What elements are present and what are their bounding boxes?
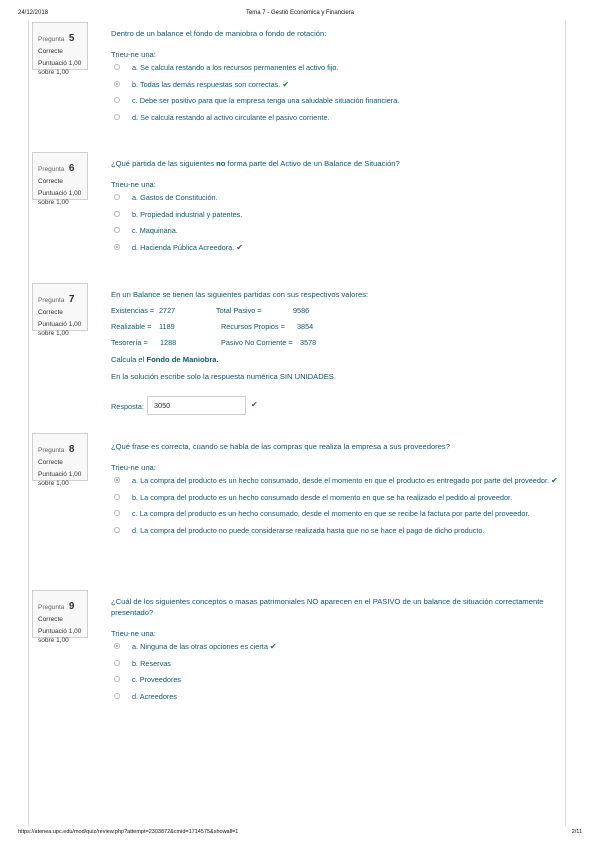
radio-button[interactable] <box>114 114 120 120</box>
grade-line: sobre 1,00 <box>38 480 69 487</box>
question-content <box>111 158 561 259</box>
answer-prompt: Trieu-ne una: <box>111 629 156 638</box>
option-label: d. Se calcula restando al activo circulante el pasivo corriente. <box>132 112 330 122</box>
question-text: ¿Cuál de los siguientes conceptos o masas patrimoniales NO aparecen en el PASIVO de un balance de situación correctamente presentado? <box>111 597 544 617</box>
item-label: Existencias = <box>111 306 155 315</box>
answer-options <box>111 193 561 253</box>
question-info <box>32 22 88 76</box>
option-label: d. La compra del producto no puede considerarse realizada hasta que no se hace el pago de dicho producto. <box>132 525 485 535</box>
item-label: Total Pasivo = <box>216 306 262 315</box>
item-value: 9586 <box>293 306 310 315</box>
balance-row <box>111 306 561 322</box>
question-text-emphasis: no <box>216 159 226 168</box>
radio-button[interactable] <box>114 693 120 699</box>
item-label: Pasivo No Corriente = <box>221 338 293 347</box>
answer-prompt: Trieu-ne una: <box>111 463 156 472</box>
print-title: Tema 7 - Gestió Econòmica y Financiera <box>245 10 355 16</box>
question-info <box>32 590 88 644</box>
answer-options <box>111 642 561 702</box>
question-label: Pregunta <box>38 36 65 43</box>
grade-line: sobre 1,00 <box>38 199 69 206</box>
radio-button[interactable] <box>114 194 120 200</box>
answer-option[interactable] <box>111 63 561 74</box>
question-state: Correcte <box>38 48 63 55</box>
response-label: Resposta: <box>111 402 144 411</box>
option-label: a. La compra del producto es un hecho consumado, desde el momento en que el producto es entregado por parte del proveedor. <box>132 476 550 485</box>
question-info <box>32 433 88 487</box>
answer-option[interactable] <box>111 113 561 124</box>
option-label: b. Propiedad industrial y patentes. <box>132 209 243 219</box>
question-number: 6 <box>68 163 75 174</box>
question-state: Correcte <box>38 309 63 316</box>
radio-button-selected[interactable] <box>114 81 120 87</box>
answer-options <box>111 63 561 123</box>
answer-options <box>111 476 561 536</box>
question-text: Dentro de un balance el fondo de maniobra o fondo de rotación: <box>111 29 327 38</box>
print-date: 24/12/2018 <box>18 10 49 16</box>
radio-button[interactable] <box>114 227 120 233</box>
question-content <box>111 596 561 708</box>
balance-row <box>111 322 561 338</box>
question-number: 8 <box>68 444 75 455</box>
question-content <box>111 441 561 542</box>
calc-instruction <box>111 354 561 365</box>
answer-option[interactable] <box>111 509 561 520</box>
check-icon: ✔ <box>236 242 243 252</box>
answer-option[interactable] <box>111 193 561 204</box>
radio-button[interactable] <box>114 510 120 516</box>
question-content <box>111 28 561 129</box>
radio-button-selected[interactable] <box>114 244 120 250</box>
question-content <box>111 289 561 416</box>
option-label: a. Ninguna de las otras opciones es cierta <box>132 642 268 651</box>
question-grade <box>38 189 83 207</box>
radio-button[interactable] <box>114 494 120 500</box>
question-label: Pregunta <box>38 604 65 611</box>
check-icon: ✔ <box>251 400 258 409</box>
item-label: Recursos Propios = <box>221 322 285 331</box>
grade-line: Puntuació 1,00 <box>38 471 82 478</box>
answer-instruction: En la solución escribe solo la respuesta numérica SIN UNIDADES. <box>111 372 336 381</box>
radio-button[interactable] <box>114 660 120 666</box>
radio-button-selected[interactable] <box>114 643 120 649</box>
question-grade <box>38 627 83 645</box>
grade-line: sobre 1,00 <box>38 69 69 76</box>
question-grade <box>38 470 83 488</box>
option-label: b. Todas las demás respuestas son correctas. <box>132 79 281 89</box>
grade-line: sobre 1,00 <box>38 330 69 337</box>
question-state: Correcte <box>38 459 63 466</box>
balance-items <box>111 306 561 354</box>
option-label: c. La compra del producto es un hecho consumado, desde el momento en que se recibe la factura por parte del proveedor. <box>132 509 530 518</box>
print-footer <box>0 826 600 840</box>
radio-button[interactable] <box>114 527 120 533</box>
question-text-part: ¿Qué partida de las siguientes <box>111 159 217 168</box>
question-info <box>32 283 88 337</box>
answer-option[interactable] <box>111 692 561 703</box>
item-label: Realizable = <box>111 322 152 331</box>
option-label: a. Se calcula restando a los recursos permanentes el activo fijo. <box>132 63 339 72</box>
item-value: 1189 <box>159 322 175 331</box>
question-info <box>32 152 88 206</box>
question-text: En un Balance se tienen las siguientes partidas con sus respectivos valores: <box>111 290 369 299</box>
check-icon: ✔ <box>269 642 277 651</box>
option-label: b. Reservas <box>132 658 171 668</box>
response-row <box>111 396 561 416</box>
check-icon: ✔ <box>282 79 290 89</box>
radio-button[interactable] <box>114 676 120 682</box>
item-value: 3578 <box>300 338 317 347</box>
answer-option[interactable] <box>111 526 561 537</box>
answer-option[interactable] <box>111 476 561 487</box>
question-grade <box>38 320 83 338</box>
item-value: 3854 <box>297 322 314 331</box>
grade-line: Puntuació 1,00 <box>38 628 82 635</box>
answer-option[interactable] <box>111 226 561 237</box>
answer-prompt: Trieu-ne una: <box>111 180 156 189</box>
calc-emphasis: Fondo de Maniobra. <box>146 355 219 364</box>
question-number: 9 <box>68 601 75 612</box>
question-label: Pregunta <box>38 297 65 304</box>
question-grade <box>38 59 83 77</box>
print-header <box>0 0 600 20</box>
option-label: a. Gastos de Constitución. <box>132 193 218 202</box>
question-state: Correcte <box>38 616 63 623</box>
answer-prompt: Trieu-ne una: <box>111 50 156 59</box>
response-input[interactable]: 3050 <box>147 396 246 415</box>
radio-button[interactable] <box>114 97 120 103</box>
option-label: c. Proveedores <box>132 675 182 684</box>
answer-option[interactable] <box>111 243 561 254</box>
answer-option[interactable] <box>111 675 561 686</box>
grade-line: Puntuació 1,00 <box>38 321 82 328</box>
radio-button[interactable] <box>114 64 120 70</box>
answer-option[interactable] <box>111 642 561 653</box>
answer-option[interactable] <box>111 493 561 504</box>
question-state: Correcte <box>38 178 63 185</box>
option-label: b. La compra del producto es un hecho consumado desde el momento en que se ha realizado el pedido al proveedor. <box>132 492 513 502</box>
option-label: c. Debe ser positivo para que la empresa tenga una saludable situación financiera. <box>132 96 400 105</box>
question-text <box>111 158 561 169</box>
answer-option[interactable] <box>111 659 561 670</box>
item-value: 2727 <box>159 306 176 315</box>
radio-button[interactable] <box>114 211 120 217</box>
print-url: https://atenea.upc.edu/mod/quiz/review.php?attempt=2303872&cmid=1714575&showall=1 <box>18 829 239 835</box>
option-label: d. Hacienda Pública Acreedora. <box>132 242 235 252</box>
frame-border-left <box>28 20 29 826</box>
question-number: 7 <box>68 294 75 305</box>
question-number: 5 <box>68 33 75 44</box>
answer-option[interactable] <box>111 80 561 91</box>
radio-button-selected[interactable] <box>114 477 120 483</box>
frame-border-right <box>565 20 566 826</box>
option-label: c. Maquinaria. <box>132 226 178 235</box>
calc-text: Calcula el <box>111 355 147 364</box>
question-label: Pregunta <box>38 166 65 173</box>
grade-line: Puntuació 1,00 <box>38 60 82 67</box>
page-number: 2/11 <box>571 829 582 835</box>
item-value: 1288 <box>160 338 177 347</box>
check-icon: ✔ <box>551 476 558 485</box>
grade-line: sobre 1,00 <box>38 637 69 644</box>
question-text-part: forma parte del Activo de un Balance de Situación? <box>225 159 400 168</box>
question-label: Pregunta <box>38 447 65 454</box>
question-text: ¿Qué frase es correcta, cuando se habla de las compras que realiza la empresa a sus proveedores? <box>111 442 450 451</box>
grade-line: Puntuació 1,00 <box>38 190 82 197</box>
balance-row <box>111 338 561 354</box>
answer-option[interactable] <box>111 96 561 107</box>
item-label: Tesorería = <box>111 338 148 347</box>
answer-option[interactable] <box>111 210 561 221</box>
option-label: d. Acreedores <box>132 691 178 701</box>
